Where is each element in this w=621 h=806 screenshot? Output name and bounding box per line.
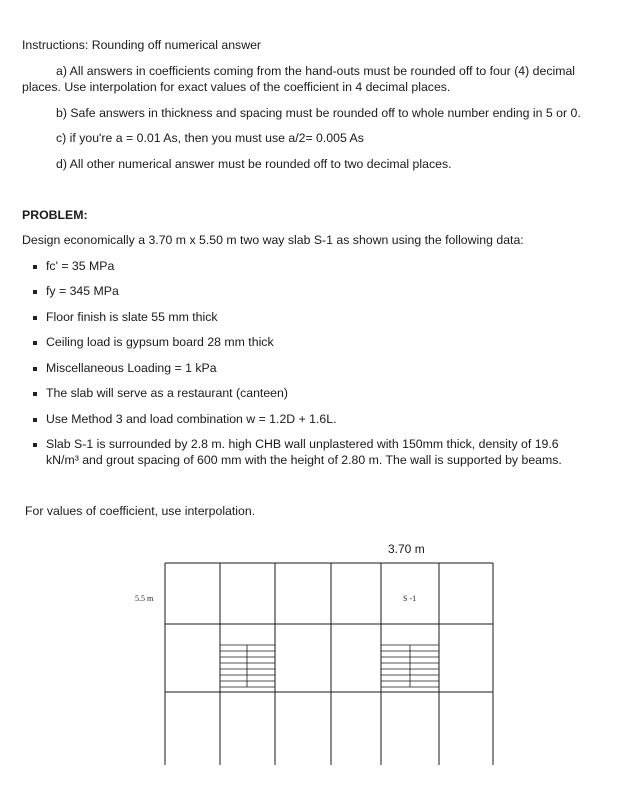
list-item: fc' = 35 MPa bbox=[46, 259, 115, 273]
plan-width-label: 3.70 m bbox=[388, 542, 425, 556]
instruction-a-line2: places. Use interpolation for exact values of the coefficient in 4 decimal places. bbox=[22, 80, 451, 94]
coefficient-note: For values of coefficient, use interpolation. bbox=[25, 504, 256, 518]
instruction-a-line1: a) All answers in coefficients coming from the hand-outs must be rounded off to four (4) decimal bbox=[56, 64, 576, 78]
list-item: Ceiling load is gypsum board 28 mm thick bbox=[46, 335, 274, 349]
list-item: Use Method 3 and load combination w = 1.2D + 1.6L. bbox=[46, 412, 337, 426]
plan-grid-lines bbox=[165, 563, 493, 765]
problem-heading: PROBLEM: bbox=[22, 208, 88, 222]
instruction-c: c) if you're a = 0.01 As, then you must use a/2= 0.005 As bbox=[56, 131, 364, 145]
list-item: Floor finish is slate 55 mm thick bbox=[46, 310, 218, 324]
problem-statement: Design economically a 3.70 m x 5.50 m two way slab S-1 as shown using the following data: bbox=[22, 233, 524, 247]
list-item: fy = 345 MPa bbox=[46, 284, 119, 298]
stair-hatch-right bbox=[381, 645, 439, 687]
instruction-b: b) Safe answers in thickness and spacing must be rounded off to whole number ending in 5 or 0. bbox=[56, 106, 581, 120]
list-item: The slab will serve as a restaurant (canteen) bbox=[46, 386, 288, 400]
plan-height-label: 5.5 m bbox=[135, 594, 154, 603]
stair-hatch-left bbox=[220, 645, 275, 687]
list-item: Miscellaneous Loading = 1 kPa bbox=[46, 361, 217, 375]
list-item-line2: kN/m³ and grout spacing of 600 mm with the height of 2.80 m. The wall is supported by beams. bbox=[46, 453, 562, 467]
slab-s1-label: S -1 bbox=[403, 594, 417, 603]
instructions-title: Instructions: Rounding off numerical answer bbox=[22, 38, 262, 52]
list-item-line1: Slab S-1 is surrounded by 2.8 m. high CHB wall unplastered with 150mm thick, density of 19.6 bbox=[46, 437, 559, 451]
instruction-d: d) All other numerical answer must be rounded off to two decimal places. bbox=[56, 157, 452, 171]
